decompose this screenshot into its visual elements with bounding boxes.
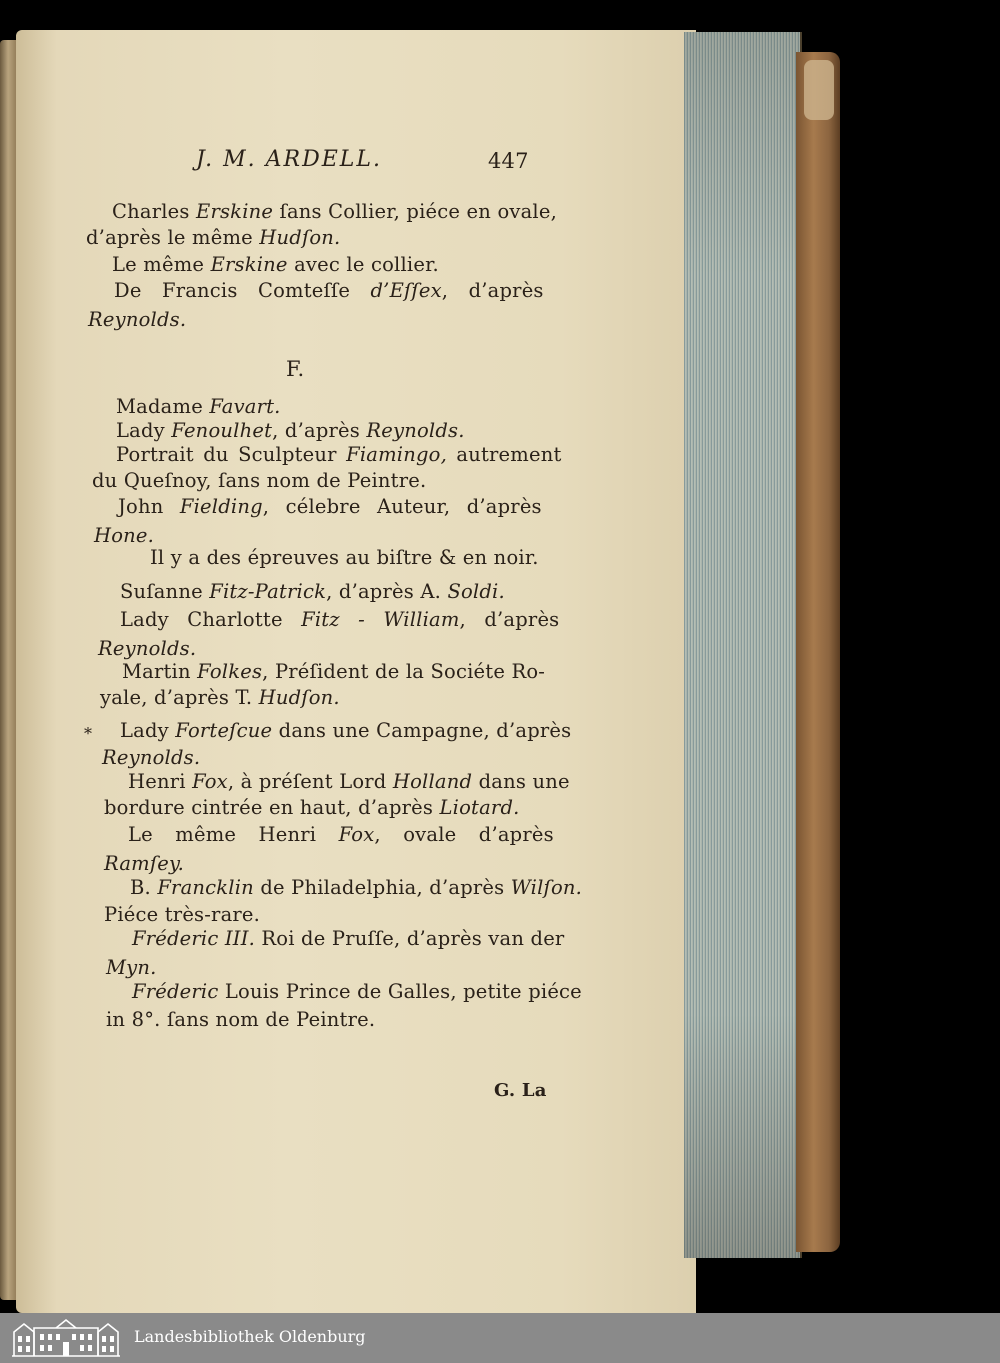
text-span: dans une bbox=[472, 770, 570, 793]
italic-name: Favart. bbox=[209, 395, 281, 418]
text-line bbox=[98, 637, 196, 661]
text-line bbox=[132, 980, 582, 1004]
text-span: Piéce très-rare. bbox=[104, 903, 261, 926]
institution-name: Landesbibliothek Oldenburg bbox=[134, 1327, 366, 1346]
italic-name: Myn. bbox=[106, 956, 157, 979]
text-span: , à préſent Lord bbox=[227, 770, 393, 793]
text-line bbox=[88, 308, 186, 332]
text-line bbox=[104, 903, 260, 927]
text-line bbox=[150, 546, 539, 570]
text-line bbox=[106, 1008, 375, 1032]
italic-name: Hudſon. bbox=[259, 226, 341, 249]
italic-name: Fitz - William bbox=[301, 608, 460, 631]
italic-name: Erskine bbox=[210, 253, 288, 276]
text-line bbox=[132, 927, 564, 951]
italic-name: Hudſon. bbox=[258, 686, 340, 709]
text-span: , d’après bbox=[441, 279, 544, 302]
italic-name: Ramſey. bbox=[104, 852, 185, 875]
italic-name: Fenoulhet bbox=[171, 419, 273, 442]
text-span: , d’après bbox=[272, 419, 367, 442]
text-span: Charles bbox=[112, 200, 197, 223]
text-line bbox=[104, 852, 184, 876]
italic-name: Fréderic III. bbox=[132, 927, 255, 950]
text-line bbox=[104, 796, 520, 820]
text-span: Le même Henri bbox=[128, 823, 339, 846]
italic-name: Reynolds. bbox=[102, 746, 201, 769]
text-line bbox=[130, 876, 582, 900]
text-span: Il y a des épreuves au biſtre & en noir. bbox=[150, 546, 539, 569]
text-span: in 8°. ſans nom de Peintre. bbox=[106, 1008, 376, 1031]
italic-name: Fox bbox=[338, 823, 375, 846]
text-span: autrement bbox=[447, 443, 562, 466]
asterisk-marker: * bbox=[84, 724, 93, 743]
text-line bbox=[112, 253, 439, 277]
text-line bbox=[120, 719, 571, 743]
italic-name: Forteſcue bbox=[175, 719, 273, 742]
text-span: bordure cintrée en haut, d’après bbox=[104, 796, 440, 819]
text-line bbox=[120, 608, 559, 632]
italic-name: Fréderic bbox=[132, 980, 219, 1003]
italic-name: Francklin bbox=[157, 876, 254, 899]
text-span: Louis Prince de Galles, petite piéce bbox=[218, 980, 582, 1003]
text-span: d’après le même bbox=[86, 226, 260, 249]
running-header-title: J. M. ARDELL. bbox=[196, 147, 382, 172]
italic-name: Folkes bbox=[197, 660, 263, 683]
text-line bbox=[100, 686, 340, 710]
text-span: , Préſident de la Sociéte Ro- bbox=[262, 660, 546, 683]
text-span: Henri bbox=[128, 770, 193, 793]
text-span: , célebre Auteur, d’après bbox=[262, 495, 542, 518]
italic-name: Fox bbox=[192, 770, 228, 793]
italic-name: Erskine bbox=[196, 200, 274, 223]
text-line bbox=[116, 395, 281, 419]
text-span: , d’après A. bbox=[326, 580, 448, 603]
text-line bbox=[106, 956, 157, 980]
text-span: Portrait du Sculpteur bbox=[116, 443, 347, 466]
text-span: Lady bbox=[116, 419, 172, 442]
page-block-shade bbox=[684, 32, 800, 1258]
section-letter: F. bbox=[286, 357, 305, 381]
italic-name: Wilſon. bbox=[510, 876, 583, 899]
italic-name: Soldi. bbox=[447, 580, 505, 603]
text-line bbox=[92, 469, 426, 493]
italic-name: Reynolds. bbox=[366, 419, 465, 442]
text-line bbox=[118, 495, 542, 519]
text-span: Martin bbox=[122, 660, 198, 683]
text-span: de Philadelphia, d’après bbox=[253, 876, 511, 899]
text-span: Roi de Pruſſe, d’après van der bbox=[255, 927, 565, 950]
text-span: De Francis Comteſſe bbox=[114, 279, 371, 302]
text-line bbox=[114, 279, 544, 303]
text-span: John bbox=[118, 495, 180, 518]
text-line bbox=[122, 660, 545, 684]
text-span: , d’après bbox=[459, 608, 560, 631]
italic-name: Reynolds. bbox=[88, 308, 187, 331]
italic-name: Liotard. bbox=[439, 796, 520, 819]
catchword: G. La bbox=[494, 1080, 547, 1101]
text-span: Madame bbox=[116, 395, 210, 418]
text-line bbox=[128, 823, 554, 847]
book-cover bbox=[796, 52, 840, 1252]
text-span: avec le collier. bbox=[287, 253, 439, 276]
text-span: Lady bbox=[120, 719, 176, 742]
italic-name: Holland bbox=[392, 770, 473, 793]
italic-name: Fielding bbox=[179, 495, 263, 518]
text-span: , ovale d’après bbox=[374, 823, 554, 846]
text-line bbox=[86, 226, 340, 250]
italic-name: Fiamingo, bbox=[346, 443, 448, 466]
cover-wear-spot bbox=[804, 60, 834, 120]
text-span: dans une Campagne, d’après bbox=[272, 719, 572, 742]
text-span: ſans Collier, piéce en ovale, bbox=[273, 200, 558, 223]
text-span: du Queſnoy, ſans nom de Peintre. bbox=[92, 469, 427, 492]
text-line bbox=[102, 746, 200, 770]
italic-name: Fitz-Patrick bbox=[209, 580, 327, 603]
page-number: 447 bbox=[488, 149, 529, 173]
footer-bar bbox=[0, 1313, 1000, 1363]
italic-name: d’Eſſex bbox=[370, 279, 442, 302]
text-line bbox=[120, 580, 505, 604]
italic-name: Reynolds. bbox=[98, 637, 197, 660]
text-span: B. bbox=[130, 876, 158, 899]
text-line bbox=[116, 443, 562, 467]
text-line bbox=[128, 770, 570, 794]
text-line bbox=[112, 200, 557, 224]
italic-name: Hone. bbox=[94, 524, 155, 547]
text-line bbox=[94, 524, 154, 548]
text-span: Lady Charlotte bbox=[120, 608, 302, 631]
text-span: Suſanne bbox=[120, 580, 210, 603]
library-building-icon bbox=[10, 1318, 122, 1358]
text-line bbox=[116, 419, 465, 443]
text-span: Le même bbox=[112, 253, 211, 276]
text-span: yale, d’après T. bbox=[100, 686, 259, 709]
